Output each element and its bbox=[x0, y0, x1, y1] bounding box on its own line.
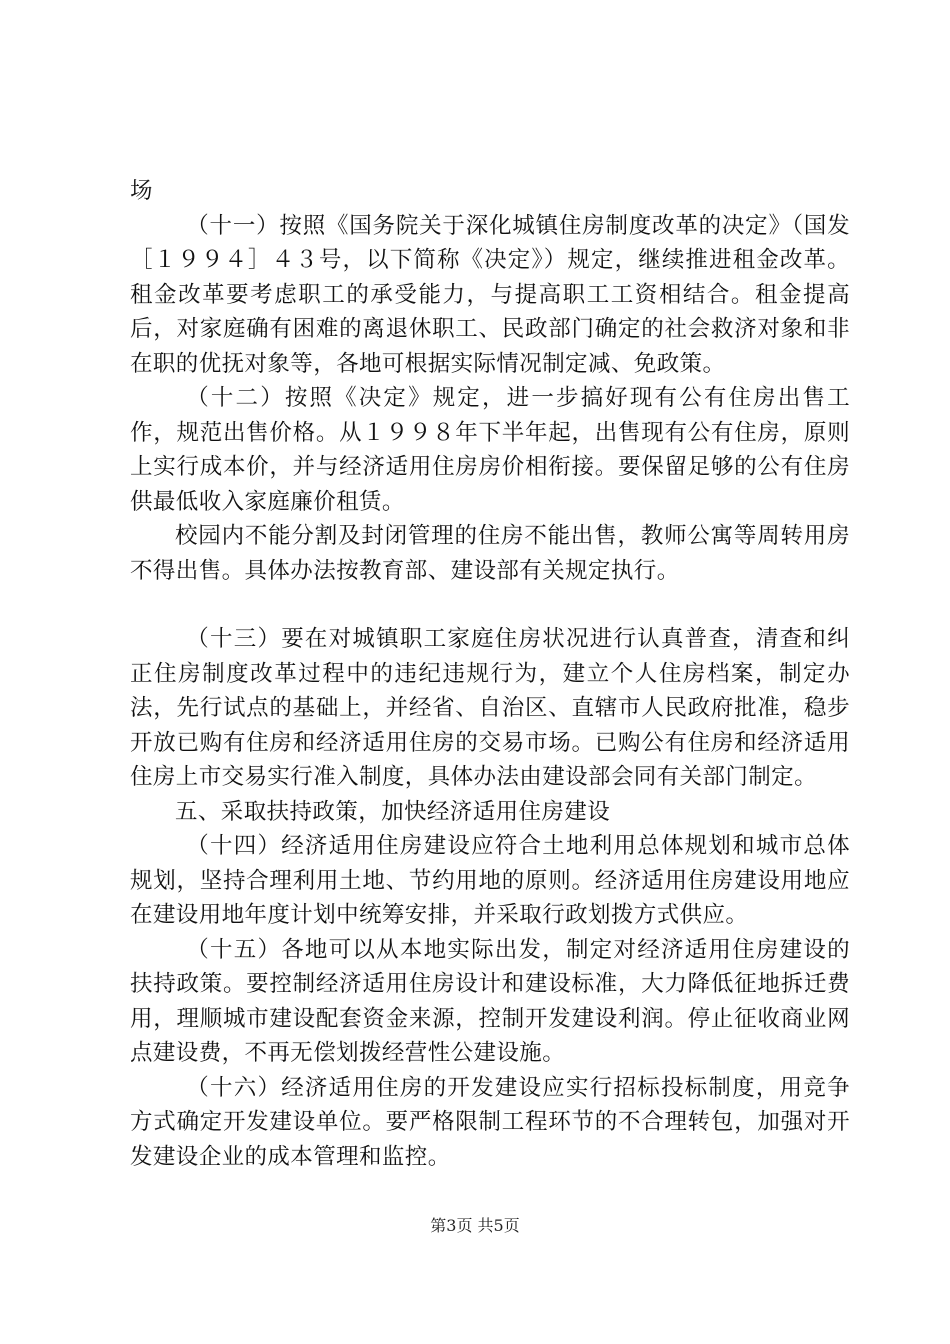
paragraph-item-11: （十一）按照《国务院关于深化城镇住房制度改革的决定》（国发［１９９４］４３号，以下简称《决定》）规定，继续推进租金改革。租金改革要考虑职工的承受能力，与提高职工工资相结合。租金提高后，对家庭确有困难的离退休职工、民政部门确定的社会救济对象和非在职的优抚对象等，各地可根据实际情况制定减、免政策。 bbox=[130, 212, 850, 377]
paragraph-item-13: （十三）要在对城镇职工家庭住房状况进行认真普查，清查和纠正住房制度改革过程中的违纪违规行为，建立个人住房档案，制定办法，先行试点的基础上，并经省、自治区、直辖市人民政府批准，稳步开放已购有住房和经济适用住房的交易市场。已购公有住房和经济适用住房上市交易实行准入制度，具体办法由建设部会同有关部门制定。 bbox=[130, 626, 850, 790]
page-footer bbox=[0, 1216, 950, 1236]
paragraph-item-16: （十六）经济适用住房的开发建设应实行招标投标制度，用竞争方式确定开发建设单位。要严格限制工程环节的不合理转包，加强对开发建设企业的成本管理和监控。 bbox=[130, 1074, 850, 1170]
page-number-label: 第3页 共5页 bbox=[430, 1216, 520, 1235]
section-heading-5: 五、采取扶持政策，加快经济适用住房建设 bbox=[175, 798, 611, 825]
paragraph-campus-housing: 校园内不能分割及封闭管理的住房不能出售，教师公寓等周转用房不得出售。具体办法按教育部、建设部有关规定执行。 bbox=[130, 523, 850, 584]
document-body bbox=[130, 174, 850, 1174]
paragraph-continuation: 场 bbox=[130, 178, 153, 204]
paragraph-item-15: （十五）各地可以从本地实际出发，制定对经济适用住房建设的扶持政策。要控制经济适用住房设计和建设标准，大力降低征地拆迁费用，理顺城市建设配套资金来源，控制开发建设利润。停止征收商业网点建设费，不再无偿划拨经营性公建设施。 bbox=[130, 936, 850, 1066]
paragraph-item-14: （十四）经济适用住房建设应符合土地利用总体规划和城市总体规划，坚持合理利用土地、节约用地的原则。经济适用住房建设用地应在建设用地年度计划中统筹安排，并采取行政划拨方式供应。 bbox=[130, 833, 850, 928]
paragraph-item-12: （十二）按照《决定》规定，进一步搞好现有公有住房出售工作，规范出售价格。从１９９８年下半年起，出售现有公有住房，原则上实行成本价，并与经济适用住房房价相衔接。要保留足够的公有住房供最低收入家庭廉价租赁。 bbox=[130, 385, 850, 515]
